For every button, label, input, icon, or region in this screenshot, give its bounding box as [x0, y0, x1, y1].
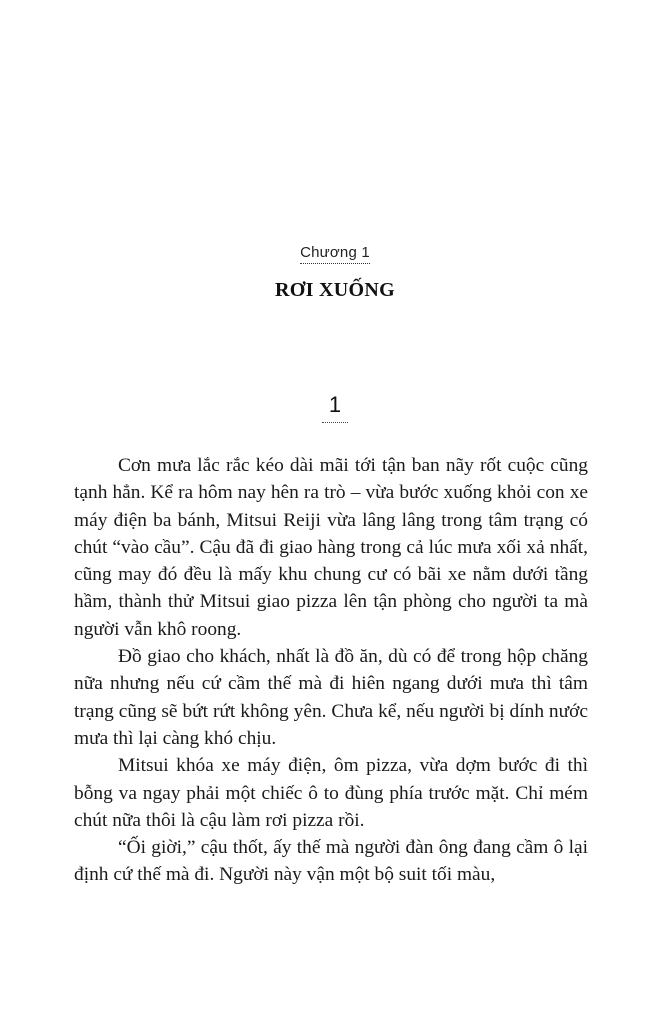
paragraph: “Ối giời,” cậu thốt, ấy thế mà người đàn ông đang cầm ô lại định cứ thế mà đi. Người này vận một bộ suit tối màu, [74, 837, 588, 886]
chapter-label [0, 244, 670, 264]
section-number-text: 1 [322, 394, 348, 423]
paragraph: Cơn mưa lắc rắc kéo dài mãi tới tận ban nãy rốt cuộc cũng tạnh hẳn. Kể ra hôm nay hên ra trò – vừa bước xuống khỏi con xe máy điện ba bánh, Mitsui Reiji vừa lâng lâng trong tâm trạng có chút “vào cầu”. Cậu đã đi giao hàng trong cả lúc mưa xối xả nhất, cũng may đó đều là mấy khu chung cư có bãi xe nằm dưới tầng hầm, thành thử Mitsui giao pizza lên tận phòng cho người ta mà người vẫn khô roong. [74, 455, 588, 640]
section-number [0, 392, 670, 423]
chapter-title: RƠI XUỐNG [275, 279, 395, 301]
paragraph: Mitsui khóa xe máy điện, ôm pizza, vừa dợm bước đi thì bỗng va ngay phải một chiếc ô to đùng phía trước mặt. Chỉ mém chút nữa thôi là cậu làm rơi pizza rồi. [74, 755, 588, 831]
paragraph: Đồ giao cho khách, nhất là đồ ăn, dù có để trong hộp chăng nữa nhưng nếu cứ cầm thế mà đi hiên ngang dưới mưa thì tâm trạng cũng sẽ bứt rứt không yên. Chưa kể, nếu người bị dính nước mưa thì lại càng khó chịu. [74, 646, 588, 749]
chapter-label-text: Chương 1 [300, 244, 370, 264]
body-text [74, 452, 588, 889]
